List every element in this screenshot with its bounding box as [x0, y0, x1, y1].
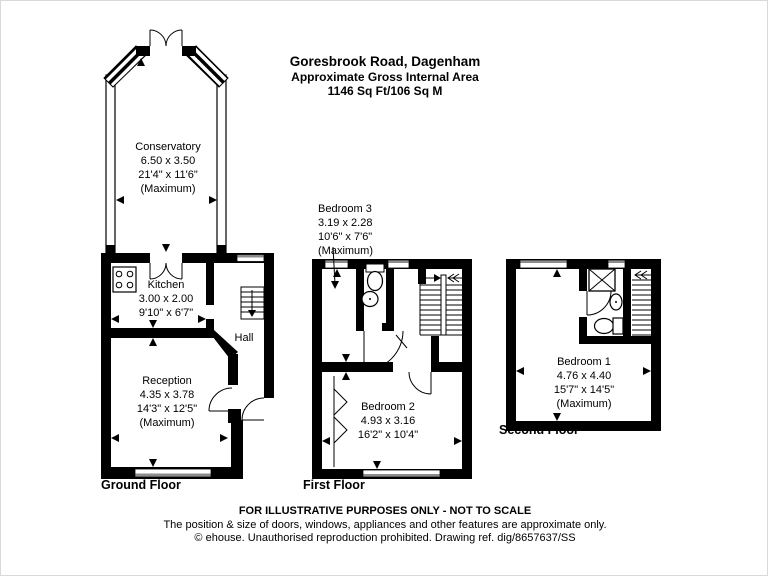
- room-dim-note: (Maximum): [140, 183, 196, 195]
- floor-label-first: First Floor: [303, 478, 365, 492]
- conservatory-chamfer-walls: [104, 46, 228, 87]
- shower-icon: [589, 269, 615, 291]
- room-label-conservatory: [135, 140, 200, 196]
- room-dim-note: (Maximum): [318, 245, 373, 257]
- room-name: Bedroom 3: [318, 203, 372, 215]
- disclaimer-line2: The position & size of doors, windows, appliances and other features are approximate only.: [163, 518, 607, 531]
- disclaimer: [163, 505, 606, 546]
- room-dim-note: (Maximum): [139, 417, 195, 429]
- room-label-bedroom1: [554, 355, 614, 411]
- sink2-icon: [610, 294, 622, 310]
- address-title: Goresbrook Road, Dagenham: [289, 54, 481, 69]
- room-dim-imperial: 10'6" x 7'6": [318, 231, 373, 243]
- floor-label-second: Second Floor: [499, 423, 579, 437]
- room-dim-metric: 4.93 x 3.16: [360, 415, 416, 427]
- floor-label-ground: Ground Floor: [101, 478, 181, 492]
- first-floor-plan: [312, 247, 472, 479]
- ground-stairs: [241, 287, 264, 319]
- room-name: Reception: [142, 375, 192, 387]
- hob-icon: [113, 267, 136, 292]
- toilet-icon: [366, 264, 384, 291]
- sink-icon: [362, 292, 378, 307]
- area-value: 1146 Sq Ft/106 Sq M: [327, 84, 443, 98]
- room-dim-imperial: 9'10" x 6'7": [138, 307, 194, 319]
- room-name: Bedroom 1: [557, 356, 611, 368]
- disclaimer-line1: FOR ILLUSTRATIVE PURPOSES ONLY - NOT TO SCALE: [238, 505, 532, 517]
- room-dim-metric: 3.00 x 2.00: [138, 293, 194, 305]
- room-label-kitchen: [139, 278, 193, 320]
- room-dim-note: (Maximum): [556, 398, 612, 410]
- room-name: Kitchen: [147, 279, 185, 291]
- first-stairs: [420, 274, 462, 335]
- reception-door: [209, 388, 232, 411]
- room-label-bedroom3: [318, 202, 373, 258]
- room-label-reception: [137, 374, 197, 430]
- room-name: Hall: [234, 332, 254, 344]
- kitchen-doors: [150, 263, 182, 279]
- room-dim-metric: 3.19 x 2.28: [318, 217, 373, 229]
- room-name: Conservatory: [135, 141, 201, 153]
- room-dim-imperial: 15'7" x 14'5": [553, 384, 615, 396]
- plan-title: [290, 54, 481, 98]
- room-label-bedroom2: [358, 400, 418, 442]
- room-dim-imperial: 21'4" x 11'6": [138, 169, 198, 181]
- room-name: Bedroom 2: [361, 401, 415, 413]
- room-dim-metric: 4.35 x 3.78: [139, 389, 195, 401]
- bedroom2-door: [409, 372, 431, 394]
- room-label-hall: [235, 331, 254, 345]
- conservatory-doors: [150, 30, 182, 46]
- room-dim-imperial: 14'3" x 12'5": [136, 403, 198, 415]
- toilet2-icon: [595, 318, 624, 334]
- second-stairs: [632, 271, 651, 335]
- wardrobe: [334, 376, 347, 467]
- room-dim-metric: 6.50 x 3.50: [140, 155, 196, 167]
- ensuite-door: [587, 291, 611, 315]
- area-subtitle: Approximate Gross Internal Area: [291, 70, 479, 84]
- room-dim-metric: 4.76 x 4.40: [556, 370, 612, 382]
- disclaimer-line3: © ehouse. Unauthorised reproduction prohibited. Drawing ref. dig/8657637/SS: [194, 532, 576, 544]
- room-dim-imperial: 16'2" x 10'4": [357, 429, 419, 441]
- front-door: [242, 398, 264, 420]
